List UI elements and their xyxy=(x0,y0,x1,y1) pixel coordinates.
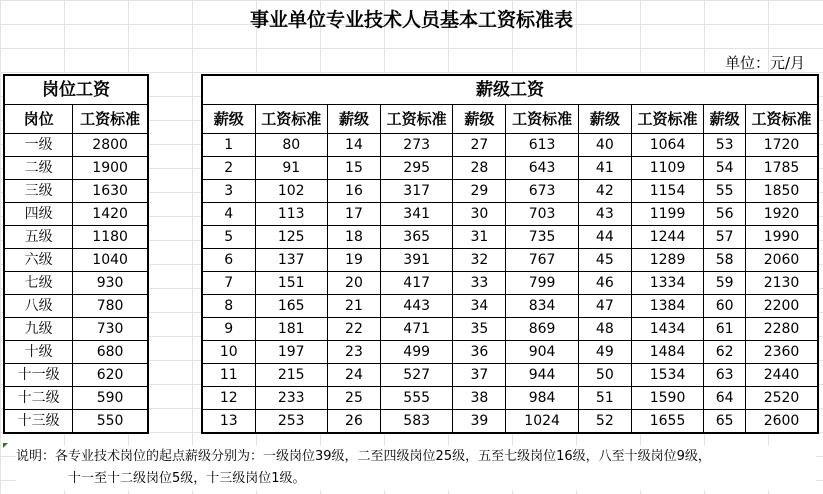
table-row xyxy=(202,341,818,364)
salary-grade-cell[interactable]: 46 xyxy=(578,272,631,295)
salary-header-grade[interactable]: 薪级 xyxy=(453,105,506,134)
salary-standard-cell[interactable]: 443 xyxy=(380,295,452,318)
salary-standard-cell[interactable]: 1785 xyxy=(746,157,818,180)
salary-grade-cell[interactable]: 4 xyxy=(202,203,255,226)
salary-grade-cell[interactable]: 15 xyxy=(327,157,380,180)
salary-grade-cell[interactable]: 20 xyxy=(327,272,380,295)
salary-grade-cell[interactable]: 54 xyxy=(704,157,746,180)
post-grade-cell[interactable]: 三级 xyxy=(4,180,73,203)
salary-standard-cell[interactable]: 1484 xyxy=(631,341,703,364)
post-grade-cell[interactable]: 九级 xyxy=(4,318,73,341)
salary-grade-cell[interactable]: 21 xyxy=(327,295,380,318)
post-grade-cell[interactable]: 四级 xyxy=(4,203,73,226)
salary-grade-cell[interactable]: 29 xyxy=(453,180,506,203)
post-header-standard[interactable]: 工资标准 xyxy=(73,105,148,134)
post-standard-cell[interactable]: 620 xyxy=(73,364,148,387)
table-row xyxy=(4,134,148,157)
salary-grade-cell[interactable]: 2 xyxy=(202,157,255,180)
salary-grade-cell[interactable]: 56 xyxy=(704,203,746,226)
salary-grade-cell[interactable]: 18 xyxy=(327,226,380,249)
table-row xyxy=(4,272,148,295)
salary-grade-cell[interactable]: 8 xyxy=(202,295,255,318)
salary-standard-cell[interactable]: 1064 xyxy=(631,134,703,157)
post-standard-cell[interactable]: 1900 xyxy=(73,157,148,180)
salary-grade-cell[interactable]: 49 xyxy=(578,341,631,364)
salary-standard-cell[interactable]: 113 xyxy=(255,203,327,226)
post-grade-cell[interactable]: 二级 xyxy=(4,157,73,180)
table-row xyxy=(202,226,818,249)
post-grade-cell[interactable]: 十级 xyxy=(4,341,73,364)
salary-grade-cell[interactable]: 40 xyxy=(578,134,631,157)
salary-standard-cell[interactable]: 2130 xyxy=(746,272,818,295)
salary-standard-cell[interactable]: 1289 xyxy=(631,249,703,272)
salary-grade-cell[interactable]: 38 xyxy=(453,387,506,410)
salary-standard-cell[interactable]: 555 xyxy=(380,387,452,410)
salary-header-grade[interactable]: 薪级 xyxy=(327,105,380,134)
salary-standard-cell[interactable]: 181 xyxy=(255,318,327,341)
salary-standard-cell[interactable]: 2280 xyxy=(746,318,818,341)
salary-grade-cell[interactable]: 62 xyxy=(704,341,746,364)
post-standard-cell[interactable]: 730 xyxy=(73,318,148,341)
salary-grade-cell[interactable]: 26 xyxy=(327,410,380,434)
note xyxy=(16,446,816,490)
salary-standard-cell[interactable]: 253 xyxy=(255,410,327,434)
salary-standard-cell[interactable]: 215 xyxy=(255,364,327,387)
table-row xyxy=(202,272,818,295)
salary-standard-cell[interactable]: 2060 xyxy=(746,249,818,272)
salary-standard-cell[interactable]: 2520 xyxy=(746,387,818,410)
salary-standard-cell[interactable]: 341 xyxy=(380,203,452,226)
salary-standard-cell[interactable]: 643 xyxy=(506,157,578,180)
salary-grade-cell[interactable]: 5 xyxy=(202,226,255,249)
table-row xyxy=(202,364,818,387)
salary-grade-cell[interactable]: 52 xyxy=(578,410,631,434)
salary-standard-cell[interactable]: 1244 xyxy=(631,226,703,249)
table-row xyxy=(202,134,818,157)
salary-grade-cell[interactable]: 35 xyxy=(453,318,506,341)
salary-grade-cell[interactable]: 64 xyxy=(704,387,746,410)
salary-grade-cell[interactable]: 28 xyxy=(453,157,506,180)
salary-grade-cell[interactable]: 30 xyxy=(453,203,506,226)
salary-grade-cell[interactable]: 45 xyxy=(578,249,631,272)
salary-grade-cell[interactable]: 44 xyxy=(578,226,631,249)
salary-standard-cell[interactable]: 1990 xyxy=(746,226,818,249)
post-standard-cell[interactable]: 930 xyxy=(73,272,148,295)
salary-grade-cell[interactable]: 47 xyxy=(578,295,631,318)
table-row xyxy=(202,157,818,180)
salary-grade-cell[interactable]: 53 xyxy=(704,134,746,157)
salary-standard-cell[interactable]: 165 xyxy=(255,295,327,318)
post-standard-cell[interactable]: 1420 xyxy=(73,203,148,226)
salary-grade-cell[interactable]: 3 xyxy=(202,180,255,203)
salary-standard-cell[interactable]: 2600 xyxy=(746,410,818,434)
salary-standard-cell[interactable]: 2200 xyxy=(746,295,818,318)
salary-header-standard[interactable]: 工资标准 xyxy=(506,105,578,134)
table-row xyxy=(4,249,148,272)
salary-grade-cell[interactable]: 65 xyxy=(704,410,746,434)
salary-standard-cell[interactable]: 1434 xyxy=(631,318,703,341)
salary-standard-cell[interactable]: 1384 xyxy=(631,295,703,318)
table-row xyxy=(4,341,148,364)
table-row xyxy=(4,295,148,318)
salary-grade-cell[interactable]: 63 xyxy=(704,364,746,387)
salary-grade-cell[interactable]: 10 xyxy=(202,341,255,364)
table-row xyxy=(4,203,148,226)
salary-grade-cell[interactable]: 37 xyxy=(453,364,506,387)
table-row xyxy=(202,295,818,318)
salary-standard-cell[interactable]: 471 xyxy=(380,318,452,341)
table-row xyxy=(4,410,148,434)
post-salary-table xyxy=(3,74,149,434)
salary-grade-cell[interactable]: 24 xyxy=(327,364,380,387)
salary-standard-cell[interactable]: 1154 xyxy=(631,180,703,203)
salary-grade-cell[interactable]: 50 xyxy=(578,364,631,387)
salary-standard-cell[interactable]: 834 xyxy=(506,295,578,318)
sheet-title: 事业单位专业技术人员基本工资标准表 xyxy=(249,9,573,31)
salary-standard-cell[interactable]: 583 xyxy=(380,410,452,434)
salary-standard-cell[interactable]: 197 xyxy=(255,341,327,364)
table-row xyxy=(4,387,148,410)
salary-grade-cell[interactable]: 22 xyxy=(327,318,380,341)
salary-standard-cell[interactable]: 869 xyxy=(506,318,578,341)
salary-standard-cell[interactable]: 273 xyxy=(380,134,452,157)
salary-grade-cell[interactable]: 59 xyxy=(704,272,746,295)
salary-grade-cell[interactable]: 60 xyxy=(704,295,746,318)
salary-standard-cell[interactable]: 767 xyxy=(506,249,578,272)
post-grade-cell[interactable]: 十三级 xyxy=(4,410,73,434)
salary-grade-cell[interactable]: 57 xyxy=(704,226,746,249)
salary-grade-cell[interactable]: 25 xyxy=(327,387,380,410)
salary-grade-cell[interactable]: 43 xyxy=(578,203,631,226)
salary-standard-cell[interactable]: 1720 xyxy=(746,134,818,157)
post-standard-cell[interactable]: 590 xyxy=(73,387,148,410)
salary-grade-cell[interactable]: 34 xyxy=(453,295,506,318)
post-grade-cell[interactable]: 七级 xyxy=(4,272,73,295)
salary-grade-cell[interactable]: 7 xyxy=(202,272,255,295)
salary-grade-cell[interactable]: 6 xyxy=(202,249,255,272)
salary-grade-cell[interactable]: 16 xyxy=(327,180,380,203)
salary-standard-cell[interactable]: 527 xyxy=(380,364,452,387)
salary-standard-cell[interactable]: 944 xyxy=(506,364,578,387)
salary-section-title[interactable]: 薪级工资 xyxy=(202,75,818,105)
salary-header-standard[interactable]: 工资标准 xyxy=(631,105,703,134)
salary-grade-cell[interactable]: 31 xyxy=(453,226,506,249)
salary-header-grade[interactable]: 薪级 xyxy=(578,105,631,134)
salary-grade-cell[interactable]: 12 xyxy=(202,387,255,410)
post-grade-cell[interactable]: 十二级 xyxy=(4,387,73,410)
salary-standard-cell[interactable]: 233 xyxy=(255,387,327,410)
salary-grade-cell[interactable]: 42 xyxy=(578,180,631,203)
salary-header-grade[interactable]: 薪级 xyxy=(202,105,255,134)
salary-grade-cell[interactable]: 55 xyxy=(704,180,746,203)
salary-standard-cell[interactable]: 1655 xyxy=(631,410,703,434)
post-grade-cell[interactable]: 六级 xyxy=(4,249,73,272)
table-row xyxy=(202,318,818,341)
table-row xyxy=(202,387,818,410)
salary-grade-cell[interactable]: 17 xyxy=(327,203,380,226)
table-row xyxy=(202,203,818,226)
salary-standard-cell[interactable]: 391 xyxy=(380,249,452,272)
cell-marker-icon xyxy=(3,443,8,448)
salary-grade-cell[interactable]: 27 xyxy=(453,134,506,157)
salary-standard-cell[interactable]: 984 xyxy=(506,387,578,410)
note-line-1: 说明：各专业技术岗位的起点薪级分别为：一级岗位39级，二至四级岗位25级，五至七级岗位16级，八至十级岗位9级， xyxy=(16,449,711,464)
post-header-grade[interactable]: 岗位 xyxy=(4,105,73,134)
salary-standard-cell[interactable]: 703 xyxy=(506,203,578,226)
salary-header-grade[interactable]: 薪级 xyxy=(704,105,746,134)
salary-standard-cell[interactable]: 735 xyxy=(506,226,578,249)
salary-grade-cell[interactable]: 9 xyxy=(202,318,255,341)
salary-grade-cell[interactable]: 58 xyxy=(704,249,746,272)
salary-standard-cell[interactable]: 91 xyxy=(255,157,327,180)
salary-header-standard[interactable]: 工资标准 xyxy=(380,105,452,134)
post-standard-cell[interactable]: 2800 xyxy=(73,134,148,157)
salary-grade-cell[interactable]: 14 xyxy=(327,134,380,157)
salary-standard-cell[interactable]: 1109 xyxy=(631,157,703,180)
salary-standard-cell[interactable]: 499 xyxy=(380,341,452,364)
salary-standard-cell[interactable]: 317 xyxy=(380,180,452,203)
salary-standard-cell[interactable]: 1024 xyxy=(506,410,578,434)
salary-grade-cell[interactable]: 51 xyxy=(578,387,631,410)
salary-standard-cell[interactable]: 125 xyxy=(255,226,327,249)
post-section-title[interactable]: 岗位工资 xyxy=(4,75,148,105)
salary-standard-cell[interactable]: 137 xyxy=(255,249,327,272)
salary-standard-cell[interactable]: 1534 xyxy=(631,364,703,387)
salary-standard-cell[interactable]: 1590 xyxy=(631,387,703,410)
table-row xyxy=(202,249,818,272)
salary-standard-cell[interactable]: 102 xyxy=(255,180,327,203)
post-grade-cell[interactable]: 五级 xyxy=(4,226,73,249)
post-standard-cell[interactable]: 780 xyxy=(73,295,148,318)
salary-standard-cell[interactable]: 365 xyxy=(380,226,452,249)
salary-standard-cell[interactable]: 673 xyxy=(506,180,578,203)
table-row xyxy=(4,180,148,203)
salary-grade-cell[interactable]: 19 xyxy=(327,249,380,272)
salary-standard-cell[interactable]: 151 xyxy=(255,272,327,295)
table-row xyxy=(4,157,148,180)
table-row xyxy=(4,318,148,341)
salary-grade-cell[interactable]: 48 xyxy=(578,318,631,341)
salary-standard-cell[interactable]: 417 xyxy=(380,272,452,295)
salary-standard-cell[interactable]: 799 xyxy=(506,272,578,295)
salary-grade-cell[interactable]: 13 xyxy=(202,410,255,434)
salary-grade-cell[interactable]: 33 xyxy=(453,272,506,295)
salary-grade-cell[interactable]: 39 xyxy=(453,410,506,434)
post-grade-cell[interactable]: 一级 xyxy=(4,134,73,157)
salary-header-standard[interactable]: 工资标准 xyxy=(746,105,818,134)
salary-grade-cell[interactable]: 32 xyxy=(453,249,506,272)
salary-standard-cell[interactable]: 1920 xyxy=(746,203,818,226)
salary-standard-cell[interactable]: 1334 xyxy=(631,272,703,295)
salary-grade-cell[interactable]: 1 xyxy=(202,134,255,157)
salary-grade-cell[interactable]: 61 xyxy=(704,318,746,341)
post-grade-cell[interactable]: 十一级 xyxy=(4,364,73,387)
table-row xyxy=(4,226,148,249)
salary-standard-cell[interactable]: 2440 xyxy=(746,364,818,387)
post-standard-cell[interactable]: 680 xyxy=(73,341,148,364)
salary-grade-cell[interactable]: 41 xyxy=(578,157,631,180)
salary-grade-cell[interactable]: 23 xyxy=(327,341,380,364)
post-grade-cell[interactable]: 八级 xyxy=(4,295,73,318)
grade-salary-table xyxy=(201,74,819,434)
salary-header-standard[interactable]: 工资标准 xyxy=(255,105,327,134)
post-standard-cell[interactable]: 1180 xyxy=(73,226,148,249)
salary-standard-cell[interactable]: 80 xyxy=(255,134,327,157)
post-standard-cell[interactable]: 1040 xyxy=(73,249,148,272)
salary-standard-cell[interactable]: 613 xyxy=(506,134,578,157)
salary-standard-cell[interactable]: 904 xyxy=(506,341,578,364)
post-standard-cell[interactable]: 1630 xyxy=(73,180,148,203)
salary-standard-cell[interactable]: 1850 xyxy=(746,180,818,203)
salary-standard-cell[interactable]: 2360 xyxy=(746,341,818,364)
salary-standard-cell[interactable]: 295 xyxy=(380,157,452,180)
note-line-2: 十一至十二级岗位5级，十三级岗位1级。 xyxy=(68,471,306,486)
post-standard-cell[interactable]: 550 xyxy=(73,410,148,434)
salary-grade-cell[interactable]: 11 xyxy=(202,364,255,387)
salary-standard-cell[interactable]: 1199 xyxy=(631,203,703,226)
table-row xyxy=(202,180,818,203)
table-row xyxy=(4,364,148,387)
table-row xyxy=(202,410,818,434)
salary-grade-cell[interactable]: 36 xyxy=(453,341,506,364)
unit-label: 单位：元/月 xyxy=(724,54,805,72)
